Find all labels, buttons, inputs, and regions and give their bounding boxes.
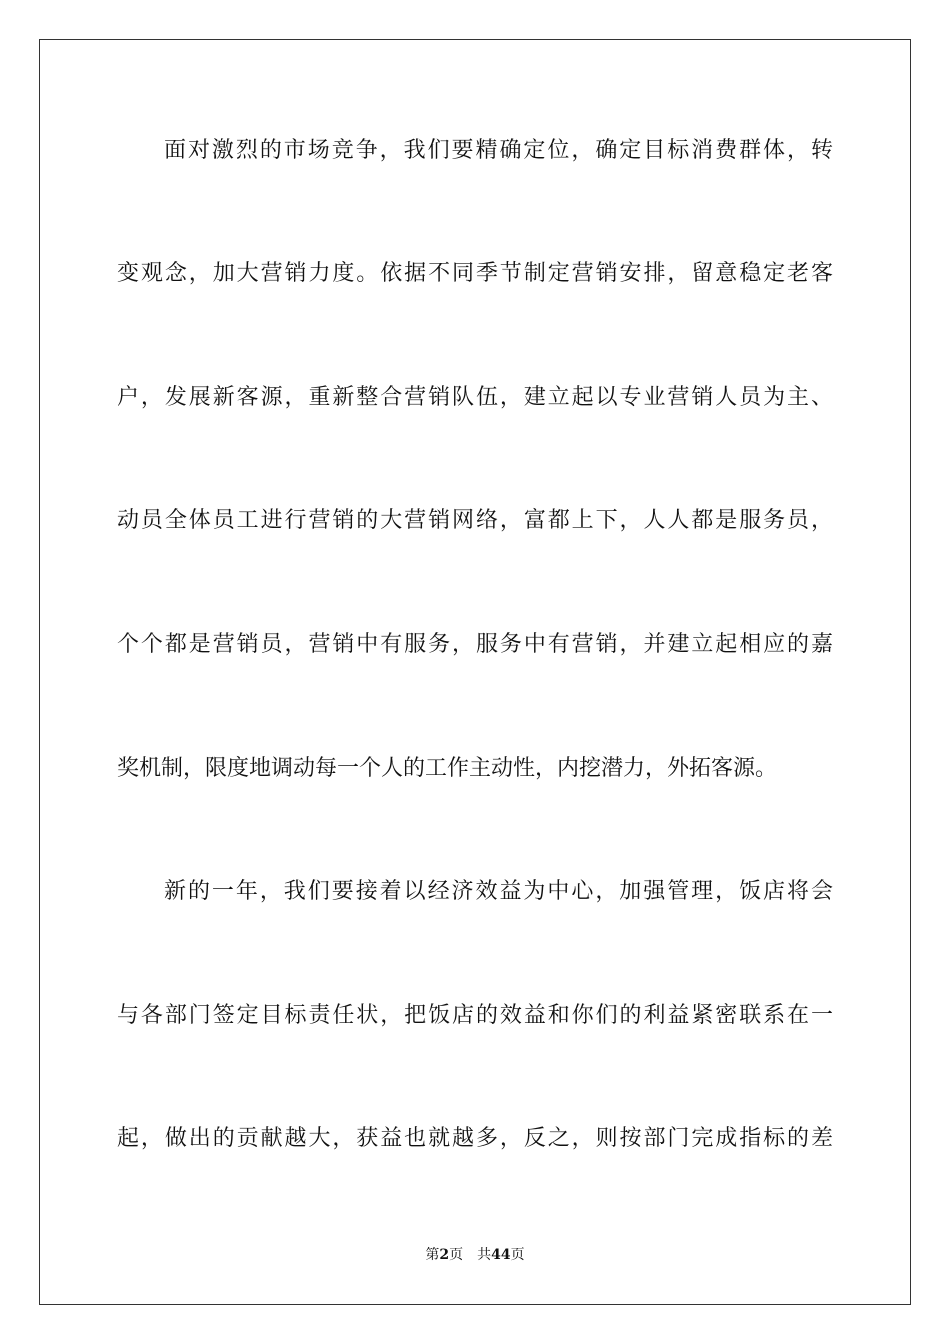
total-pages: 44 (491, 1247, 511, 1263)
total-label-suffix: 页 (510, 1247, 525, 1263)
paragraph-line-7: 新的一年，我们要接着以经济效益为中心，加强管理，饭店将会 (164, 879, 833, 904)
page-footer (0, 1246, 950, 1264)
paragraph-line-5: 个个都是营销员，营销中有服务，服务中有营销，并建立起相应的嘉 (117, 632, 833, 657)
page-label-prefix: 第 (425, 1247, 440, 1263)
paragraph-line-6: 奖机制，限度地调动每一个人的工作主动性，内挖潜力，外拓客源。 (117, 756, 778, 781)
paragraph-line-4: 动员全体员工进行营销的大营销网络，富都上下，人人都是服务员， (117, 508, 833, 533)
page-border (39, 39, 911, 1305)
paragraph-line-9: 起，做出的贡献越大，获益也就越多，反之，则按部门完成指标的差 (117, 1126, 833, 1151)
paragraph-line-2: 变观念，加大营销力度。依据不同季节制定营销安排，留意稳定老客 (117, 261, 833, 286)
paragraph-line-8: 与各部门签定目标责任状，把饭店的效益和你们的利益紧密联系在一 (117, 1003, 833, 1028)
page-number: 2 (439, 1247, 450, 1263)
page-label-suffix: 页 (449, 1247, 464, 1263)
paragraph-line-1: 面对激烈的市场竞争，我们要精确定位，确定目标消费群体，转 (164, 138, 833, 163)
total-label-prefix: 共 (477, 1247, 492, 1263)
paragraph-line-3: 户，发展新客源，重新整合营销队伍，建立起以专业营销人员为主、 (117, 385, 833, 410)
